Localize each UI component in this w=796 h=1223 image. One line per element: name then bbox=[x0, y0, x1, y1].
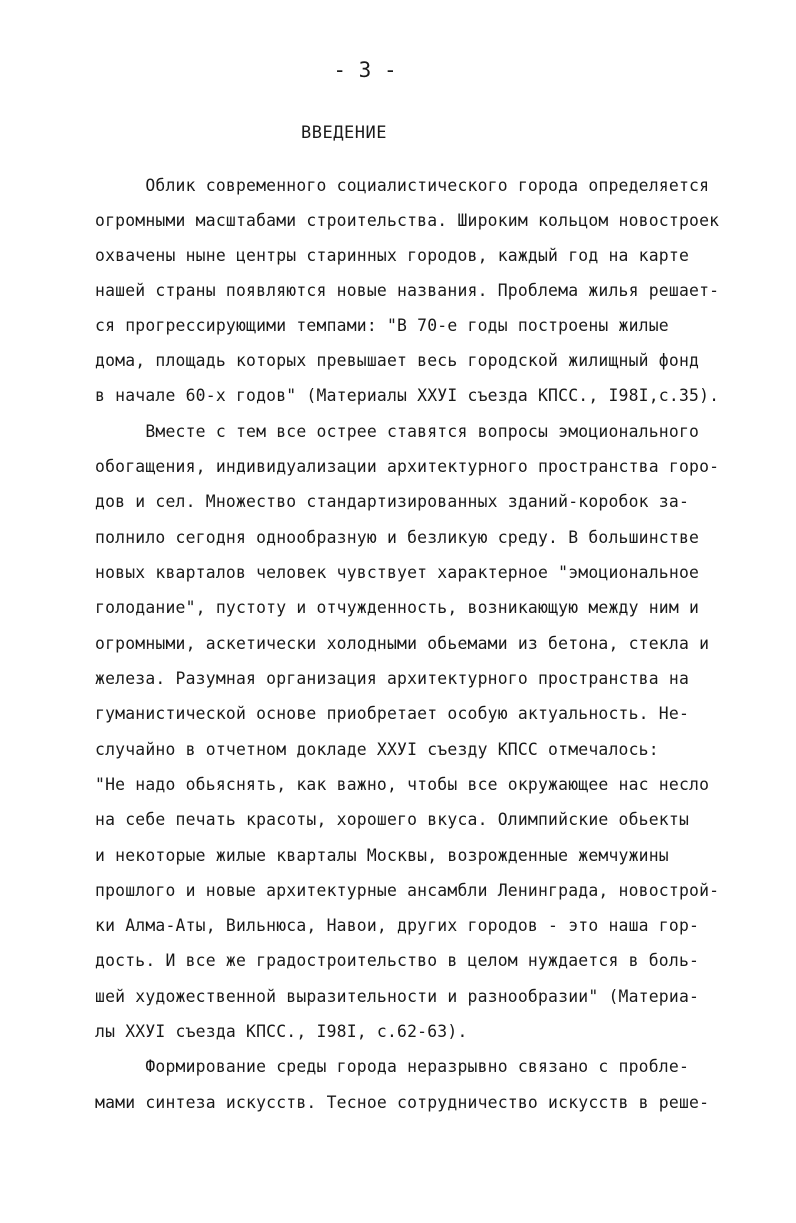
text-line: дов и сел. Множество стандартизированных зданий-коробок за- bbox=[95, 492, 690, 511]
text-line: огромными масштабами строительства. Широким кольцом новостроек bbox=[95, 211, 720, 230]
text-line: прошлого и новые архитектурные ансамбли Ленинграда, новострой- bbox=[95, 881, 720, 900]
text-line: железа. Разумная организация архитектурного пространства на bbox=[95, 669, 690, 688]
text-line: дость. И все же градостроительство в целом нуждается в боль- bbox=[95, 951, 700, 970]
text-line: Облик современного социалистического города определяется bbox=[95, 176, 710, 195]
text-line: шей художественной выразительности и разнообразии" (Материа- bbox=[95, 987, 700, 1006]
text-line: голодание", пустоту и отчужденность, возникающую между ним и bbox=[95, 598, 700, 617]
text-line: новых кварталов человек чувствует характерное "эмоциональное bbox=[95, 563, 700, 582]
text-line: на себе печать красоты, хорошего вкуса. Олимпийские обьекты bbox=[95, 810, 690, 829]
text-line: случайно в отчетном докладе ХХУI съезду КПСС отмечалось: bbox=[95, 740, 659, 759]
text-line: гуманистической основе приобретает особую актуальность. Не- bbox=[95, 704, 690, 723]
text-line: ся прогрессирующими темпами: "В 70-е годы построены жилые bbox=[95, 316, 669, 335]
text-line: дома, площадь которых превышает весь городской жилищный фонд bbox=[95, 351, 700, 370]
text-line: "Не надо обьяснять, как важно, чтобы все окружающее нас несло bbox=[95, 775, 710, 794]
text-line: огромными, аскетически холодными обьемами из бетона, стекла и bbox=[95, 634, 710, 653]
text-line: Вместе с тем все острее ставятся вопросы эмоционального bbox=[95, 422, 700, 441]
text-line: в начале 60-х годов" (Материалы ХХУI съезда КПСС., I98I,с.35). bbox=[95, 386, 720, 405]
text-line: полнило сегодня однообразную и безликую среду. В большинстве bbox=[95, 528, 700, 547]
section-heading: ВВЕДЕНИЕ bbox=[301, 123, 387, 143]
text-line: ки Алма-Аты, Вильнюса, Навои, других городов - это наша гор- bbox=[95, 916, 700, 935]
text-line: Формирование среды города неразрывно связано с пробле- bbox=[95, 1057, 690, 1076]
text-line: охвачены ныне центры старинных городов, каждый год на карте bbox=[95, 246, 690, 265]
text-line: лы ХХУI съезда КПСС., I98I, с.62-63). bbox=[95, 1022, 468, 1041]
text-line: обогащения, индивидуализации архитектурного пространства горо- bbox=[95, 457, 720, 476]
text-line: нашей страны появляются новые названия. Проблема жилья решает- bbox=[95, 281, 720, 300]
page-number: - 3 - bbox=[333, 58, 397, 82]
text-line: и некоторые жилые кварталы Москвы, возрожденные жемчужины bbox=[95, 846, 669, 865]
text-line: мами синтеза искусств. Тесное сотрудничество искусств в реше- bbox=[95, 1093, 710, 1112]
